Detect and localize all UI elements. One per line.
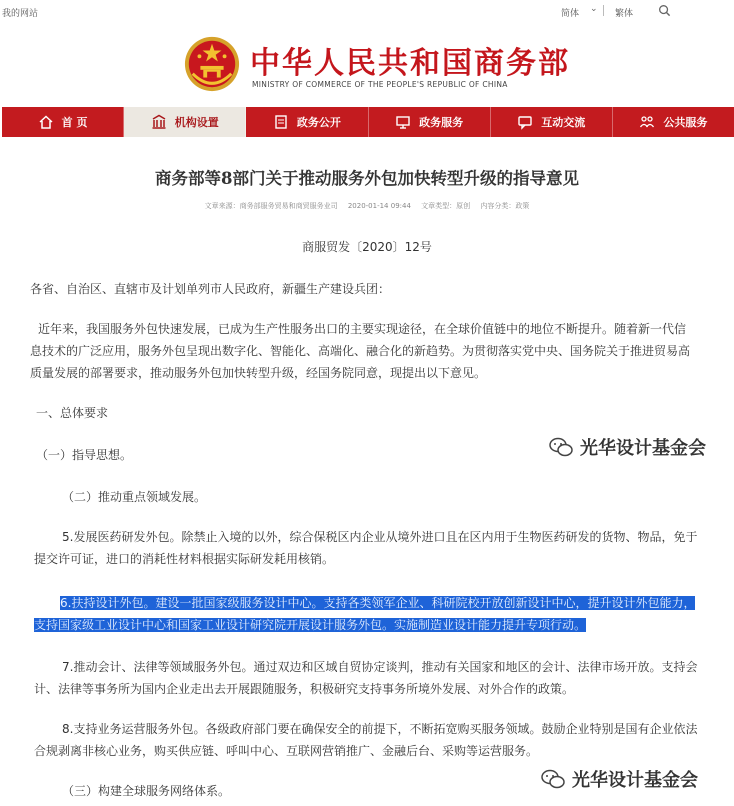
nav-item-label: 政务公开 — [296, 116, 341, 129]
national-emblem-icon[interactable] — [183, 35, 241, 93]
service-icon — [639, 114, 655, 130]
paragraph-item-6-highlighted[interactable] — [34, 592, 714, 636]
article-meta — [0, 201, 734, 211]
watermark — [548, 434, 706, 460]
article-title: 商务部等8部门关于推动服务外包加快转型升级的指导意见 — [155, 169, 579, 188]
wechat-icon — [548, 437, 574, 457]
selected-text-line[interactable]: 支持国家级工业设计中心和国家工业设计研究院开展设计服务外包。实施制造业设计能力提升专项行动。 — [34, 618, 587, 632]
subsection-heading: （一）指导思想。 — [36, 448, 133, 462]
paragraph-line: 息技术的广泛应用，服务外包呈现出数字化、智能化、高端化、融合化的新趋势。为贯彻落实党中央、国务院关于推进贸易高 — [30, 344, 691, 358]
subsection-heading: （三）构建全球服务网络体系。 — [62, 784, 231, 798]
article-type: 文章类型：原创 — [421, 202, 471, 210]
nav-item-label: 政务服务 — [419, 116, 464, 129]
paragraph-line: 5.发展医药研发外包。除禁止入境的以外，综合保税区内企业从境外进口且在区内用于生物医药研发的货物、物品，免于 — [62, 530, 698, 544]
selected-text-line[interactable]: 6.扶持设计外包。建设一批国家级服务设计中心。支持各类领军企业、科研院校开放创新设计中心，提升设计外包能力， — [60, 596, 696, 610]
nav-item-public-services[interactable] — [613, 107, 734, 137]
article-source: 文章来源：商务部服务贸易和商贸服务业司 — [204, 202, 338, 210]
building-icon — [151, 114, 167, 130]
paragraph-line: 近年来，我国服务外包快速发展，已成为生产性服务出口的主要实现途径，在全球价值链中的地位不断提升。随着新一代信 — [38, 322, 687, 336]
nav-item-label: 公共服务 — [663, 116, 708, 129]
article-date: 2020-01-14 09:44 — [347, 202, 411, 210]
paragraph-item-8 — [34, 718, 712, 762]
language-selector[interactable]: 简体 — [561, 9, 580, 19]
addressee: 各省、自治区、直辖市及计划单列市人民政府，新疆生产建设兵团： — [30, 282, 391, 296]
intro-paragraph — [30, 318, 710, 384]
site-header — [0, 28, 734, 100]
paragraph-line: 7.推动会计、法律等领域服务外包。通过双边和区域自贸协定谈判，推动有关国家和地区的会计、法律市场开放。支持会 — [62, 660, 698, 674]
nav-item-home[interactable] — [2, 107, 124, 137]
nav-item-organization[interactable] — [124, 107, 246, 137]
main-navigation — [2, 107, 734, 137]
chat-icon — [517, 114, 533, 130]
ministry-title: 中华人民共和国商务部 — [250, 46, 570, 81]
home-icon — [38, 114, 54, 130]
nav-item-label: 互动交流 — [541, 116, 586, 129]
paragraph-line: 计、法律等事务所为国内企业走出去开展跟随服务，积极研究支持事务所境外发展、对外合作的政策。 — [34, 682, 575, 696]
my-site-link[interactable]: 我的网站 — [2, 9, 39, 19]
subsection-heading: （二）推动重点领域发展。 — [62, 490, 207, 504]
paragraph-line: 8.支持业务运营服务外包。各级政府部门要在确保安全的前提下，不断拓宽购买服务领域。鼓励企业特别是国有企业依法 — [62, 722, 698, 736]
watermark-text: 光华设计基金会 — [580, 438, 706, 459]
watermark — [540, 766, 698, 792]
watermark-text: 光华设计基金会 — [572, 770, 698, 791]
paragraph-item-7 — [34, 656, 712, 700]
wechat-icon — [540, 769, 566, 789]
document-number: 商服贸发〔2020〕12号 — [302, 240, 432, 254]
nav-item-label: 机构设置 — [174, 116, 219, 129]
nav-item-government-affairs[interactable] — [246, 107, 368, 137]
nav-item-interaction[interactable] — [491, 107, 613, 137]
search-icon[interactable] — [658, 4, 671, 17]
paragraph-line: 合规剥离非核心业务，购买供应链、呼叫中心、互联网营销推广、金融后台、采购等运营服务。 — [34, 744, 539, 758]
paragraph-item-5 — [34, 526, 712, 570]
section-heading: 一、总体要求 — [36, 406, 109, 420]
ministry-title-english: MINISTRY OF COMMERCE OF THE PEOPLE'S REPUBLIC OF CHINA — [252, 80, 508, 89]
divider — [603, 5, 604, 16]
paragraph-line: 提交许可证，进口的消耗性材料根据实际研发耗用核销。 — [34, 552, 335, 566]
paragraph-line: 质量发展的部署要求，推动服务外包加快转型升级，经国务院同意，现提出以下意见。 — [30, 366, 487, 380]
document-icon — [273, 114, 289, 130]
nav-item-label: 首 页 — [61, 116, 88, 129]
article-topic: 内容分类：政策 — [480, 202, 530, 210]
monitor-icon — [395, 114, 411, 130]
nav-item-government-services[interactable] — [369, 107, 491, 137]
chevron-down-icon[interactable]: ⌄ — [590, 4, 598, 14]
top-utility-bar — [0, 0, 734, 22]
traditional-chinese-link[interactable]: 繁体 — [615, 9, 634, 19]
